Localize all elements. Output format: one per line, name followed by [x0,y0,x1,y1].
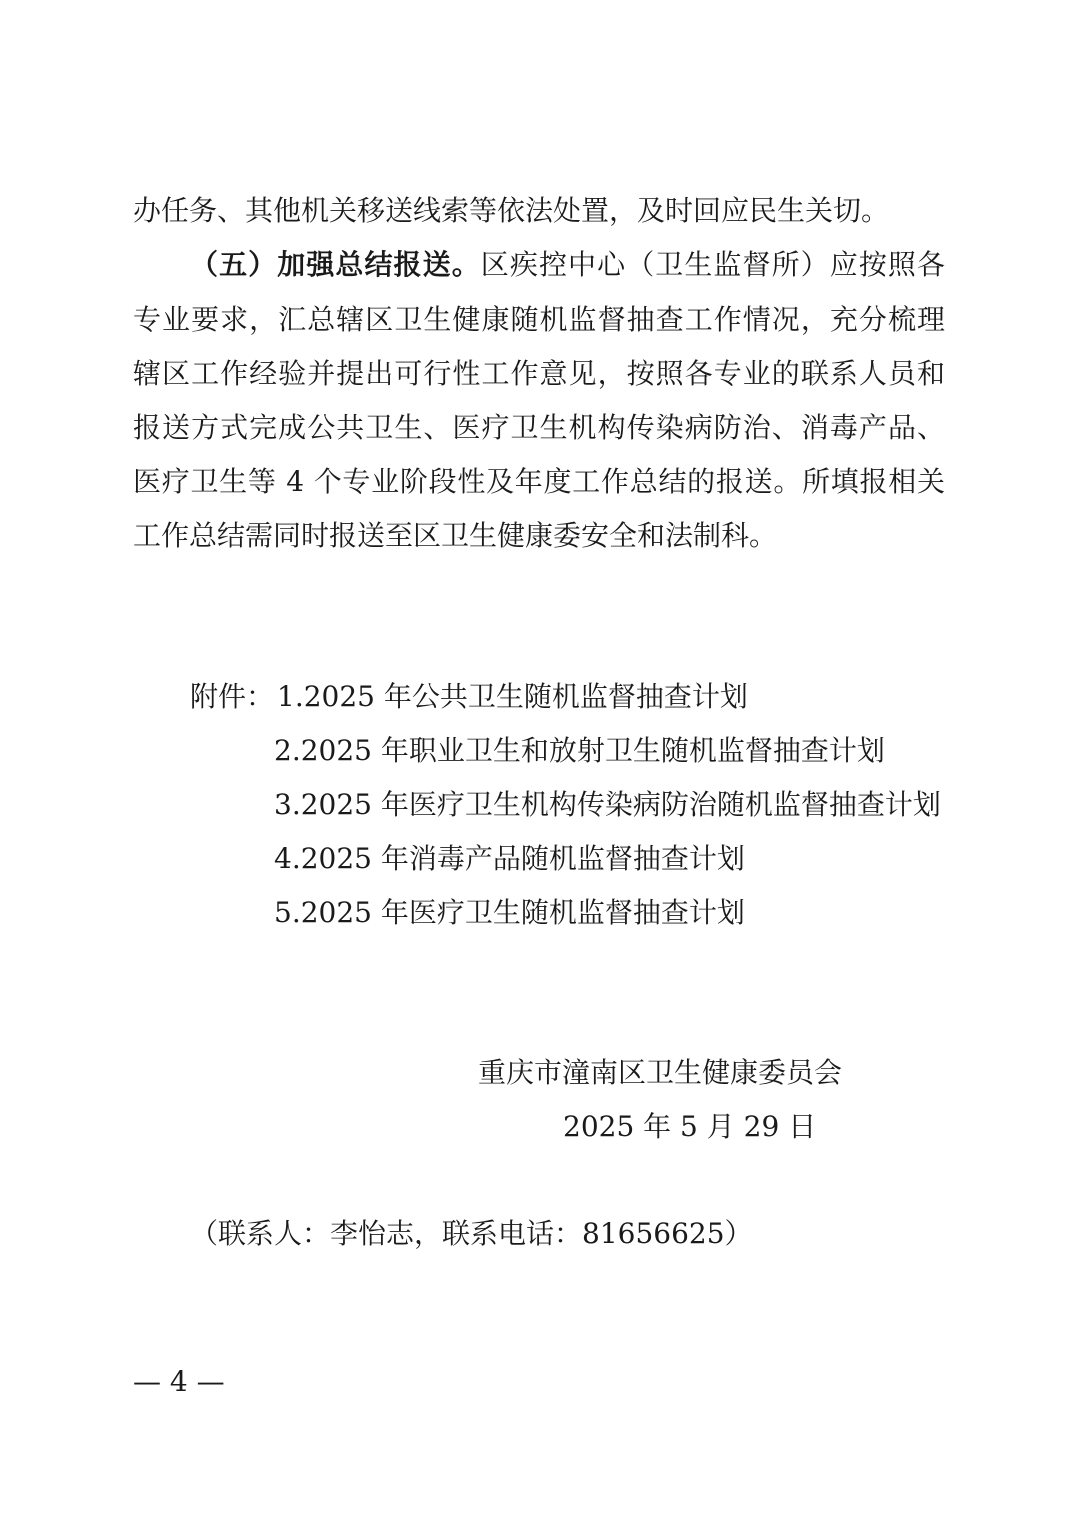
attachments-label: 附件： [190,680,275,713]
body-line-4: 辖区工作经验并提出可行性工作意见，按照各专业的联系人员和 [133,357,945,390]
section-heading: （五）加强总结报送。 [190,248,481,281]
body-line-1: 办任务、其他机关移送线索等依法处置，及时回应民生关切。 [133,194,890,227]
body-line-2: 区疾控中心（卫生监督所）应按照各 [480,248,945,281]
body-line-6: 医疗卫生等 4 个专业阶段性及年度工作总结的报送。所填报相关 [133,465,945,498]
body-paragraph-5-first-line [190,247,945,283]
attachment-item-5: 5.2025 年医疗卫生随机监督抽查计划 [274,896,745,929]
body-line-3: 专业要求，汇总辖区卫生健康随机监督抽查工作情况，充分梳理 [133,303,945,336]
signature-date: 2025 年 5 月 29 日 [563,1110,817,1143]
attachment-item-1: 1.2025 年公共卫生随机监督抽查计划 [277,680,748,713]
page-number: — 4 — [133,1365,225,1398]
attachment-item-2: 2.2025 年职业卫生和放射卫生随机监督抽查计划 [274,734,885,767]
attachment-item-4: 4.2025 年消毒产品随机监督抽查计划 [274,842,745,875]
body-line-5: 报送方式完成公共卫生、医疗卫生机构传染病防治、消毒产品、 [133,411,945,444]
attachment-item-3: 3.2025 年医疗卫生机构传染病防治随机监督抽查计划 [274,788,941,821]
signature-org: 重庆市潼南区卫生健康委员会 [478,1056,843,1089]
contact-info: （联系人：李怡志，联系电话：81656625） [190,1217,753,1250]
body-line-7: 工作总结需同时报送至区卫生健康委安全和法制科。 [133,519,778,552]
